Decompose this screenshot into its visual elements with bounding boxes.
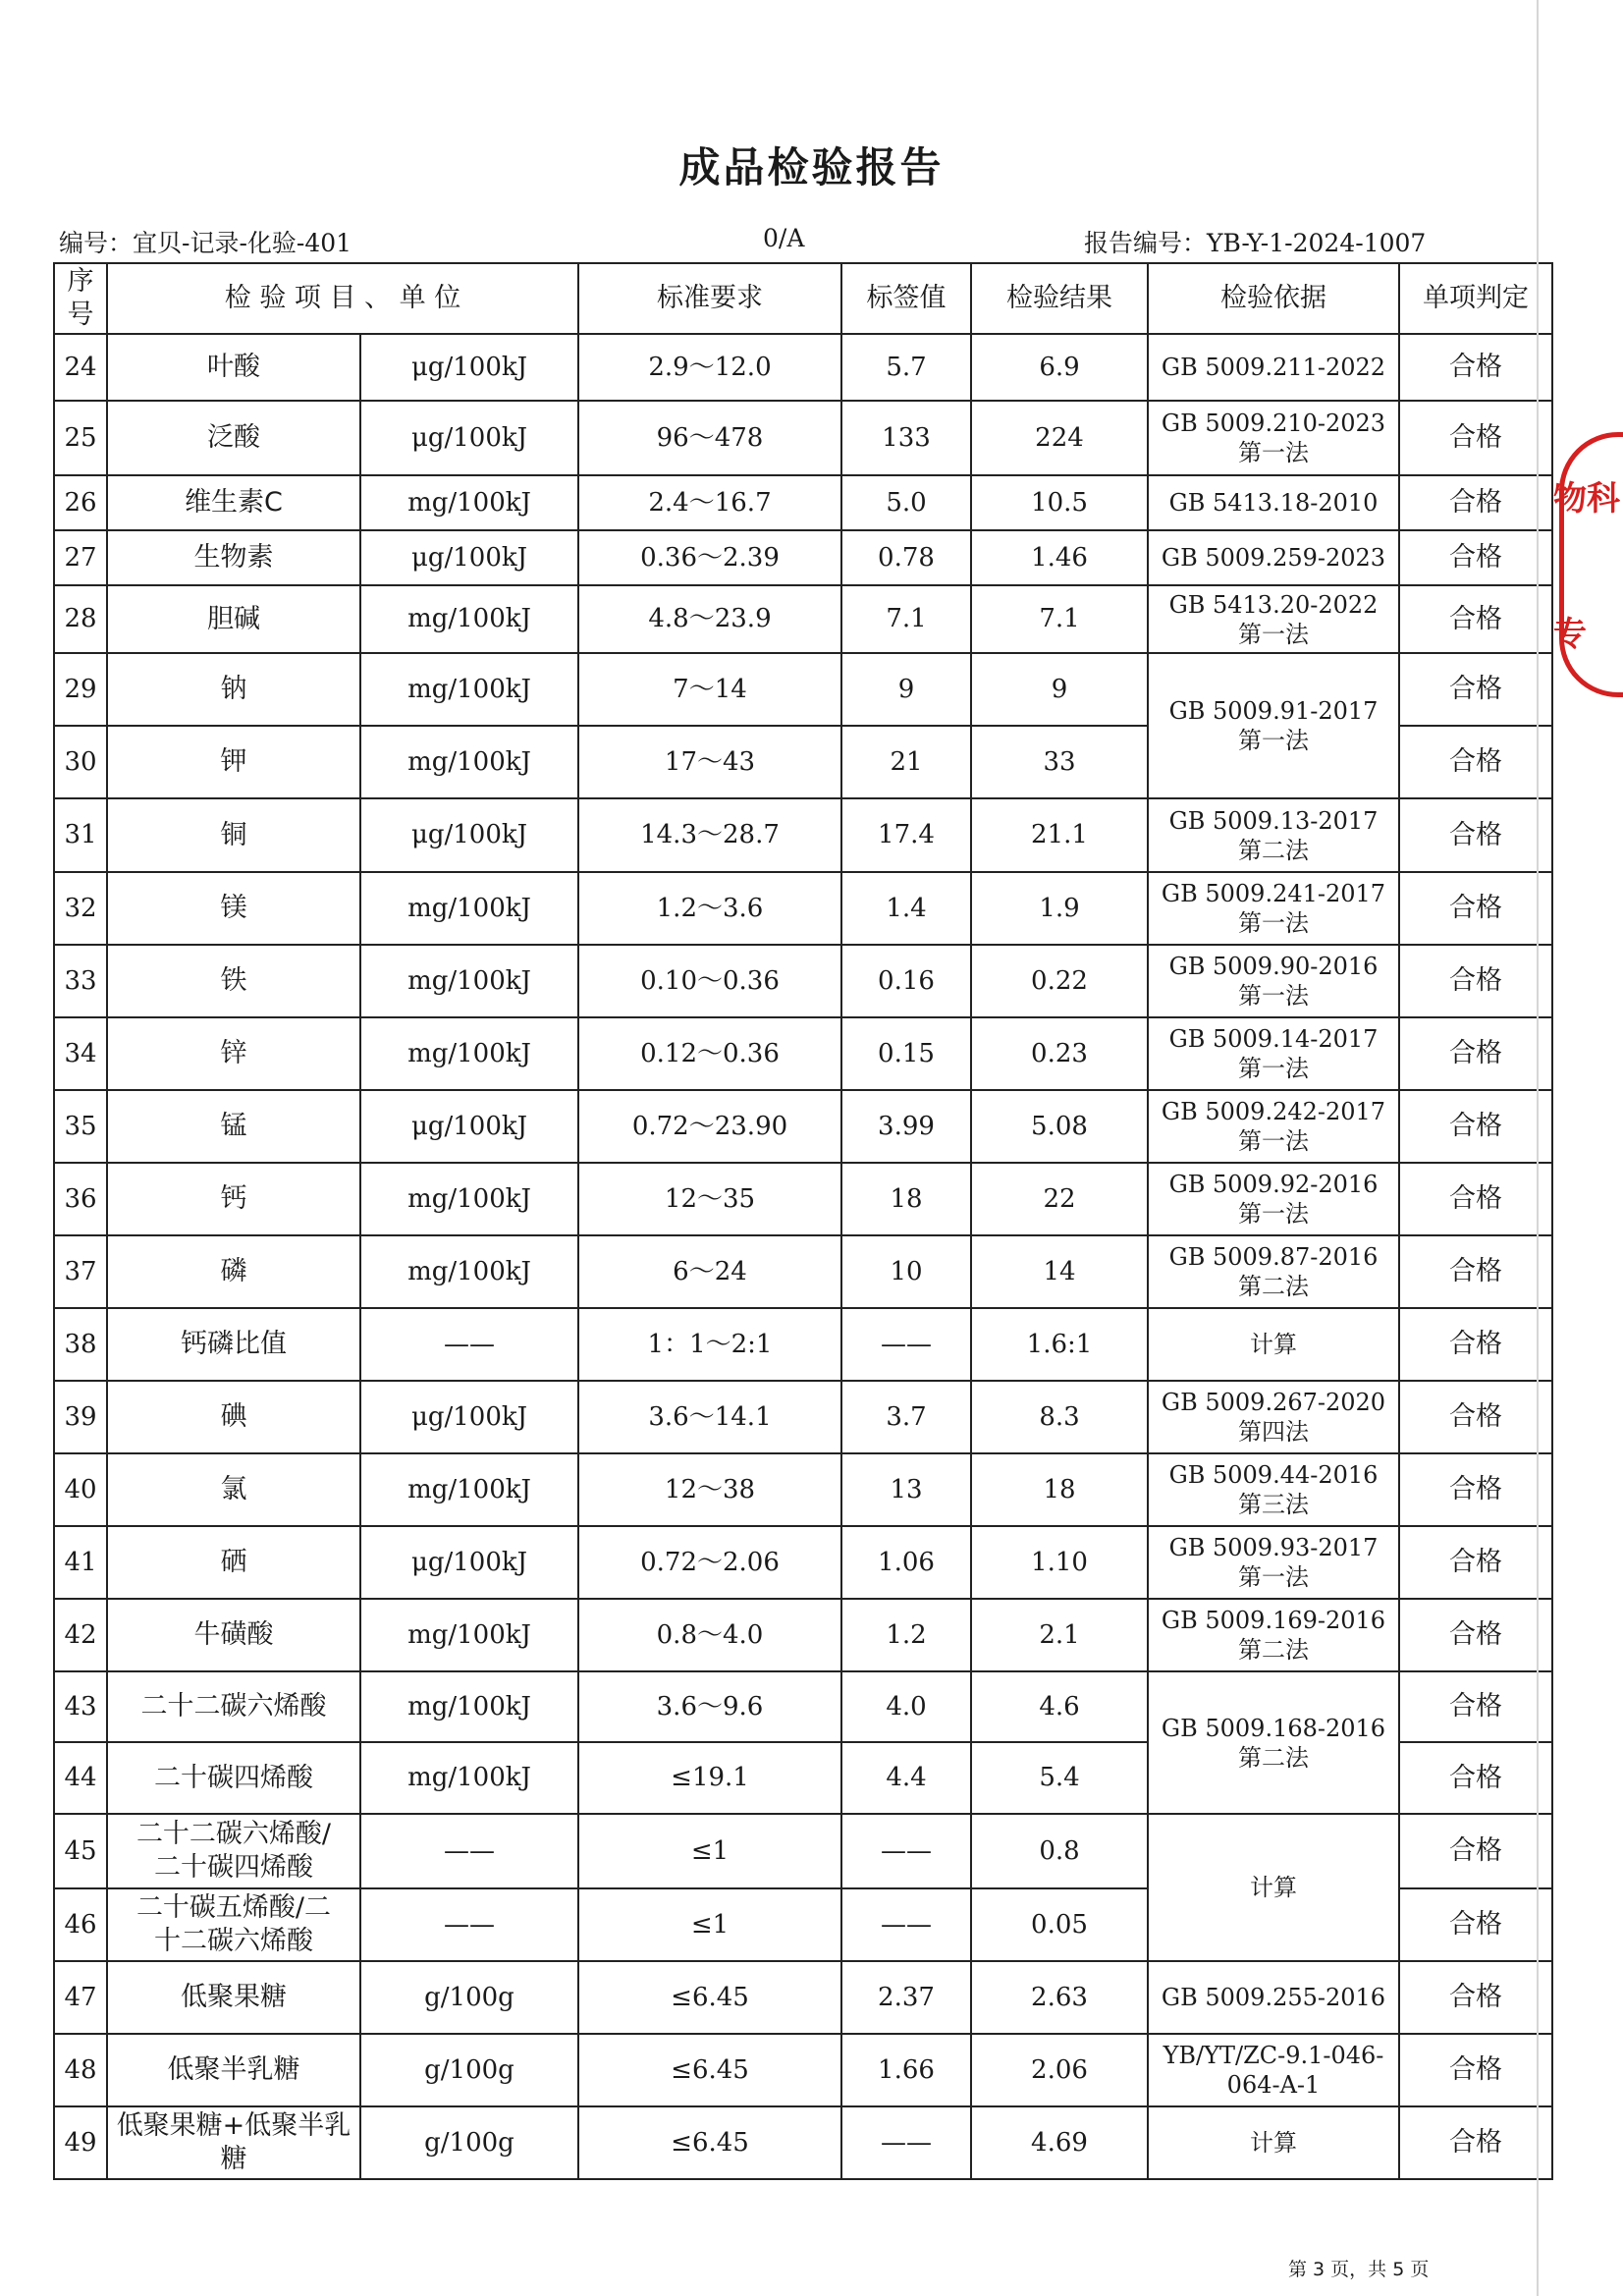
result-cell: 7.1 <box>971 585 1148 653</box>
standard-cell: 0.72～23.90 <box>578 1090 841 1163</box>
label-value-cell: 4.4 <box>841 1742 971 1814</box>
version-code: 0/A <box>763 224 805 252</box>
table-row <box>54 2034 1552 2106</box>
label-value-cell: 0.16 <box>841 945 971 1017</box>
result-cell: 0.23 <box>971 1017 1148 1090</box>
table-row <box>54 1163 1552 1235</box>
seq-cell: 37 <box>54 1235 107 1308</box>
result-cell: 9 <box>971 653 1148 726</box>
table-row <box>54 945 1552 1017</box>
basis-cell: GB 5009.13-2017 第二法 <box>1148 798 1399 872</box>
seq-cell: 39 <box>54 1381 107 1453</box>
col-seq: 序号 <box>54 263 107 334</box>
standard-cell: ≤1 <box>578 1888 841 1961</box>
item-cell: 牛磺酸 <box>107 1599 360 1671</box>
unit-cell: μg/100kJ <box>360 401 578 475</box>
seq-cell: 42 <box>54 1599 107 1671</box>
item-cell: 铁 <box>107 945 360 1017</box>
seq-cell: 34 <box>54 1017 107 1090</box>
standard-cell: 0.10～0.36 <box>578 945 841 1017</box>
result-cell: 1.6:1 <box>971 1308 1148 1381</box>
basis-cell: GB 5009.87-2016 第二法 <box>1148 1235 1399 1308</box>
table-row <box>54 1235 1552 1308</box>
result-cell: 10.5 <box>971 475 1148 530</box>
item-cell: 钙 <box>107 1163 360 1235</box>
basis-cell: GB 5009.44-2016 第三法 <box>1148 1453 1399 1526</box>
unit-cell: mg/100kJ <box>360 1671 578 1742</box>
table-row <box>54 1671 1552 1742</box>
seq-cell: 29 <box>54 653 107 726</box>
verdict-cell: 合格 <box>1399 1163 1552 1235</box>
item-cell: 二十碳四烯酸 <box>107 1742 360 1814</box>
item-cell: 二十二碳六烯酸/ 二十碳四烯酸 <box>107 1814 360 1888</box>
verdict-cell: 合格 <box>1399 1381 1552 1453</box>
seq-cell: 30 <box>54 726 107 798</box>
seq-cell: 43 <box>54 1671 107 1742</box>
result-cell: 14 <box>971 1235 1148 1308</box>
table-row <box>54 585 1552 653</box>
label-value-cell: 18 <box>841 1163 971 1235</box>
basis-cell: GB 5009.93-2017 第一法 <box>1148 1526 1399 1599</box>
unit-cell: mg/100kJ <box>360 585 578 653</box>
report-title: 成品检验报告 <box>678 143 945 191</box>
standard-cell: 2.9～12.0 <box>578 334 841 401</box>
basis-cell: 计算 <box>1148 2106 1399 2179</box>
basis-cell: GB 5009.168-2016 第二法 <box>1148 1671 1399 1814</box>
unit-cell: μg/100kJ <box>360 798 578 872</box>
standard-cell: 12～35 <box>578 1163 841 1235</box>
page-footer: 第 3 页，共 5 页 <box>1288 2259 1430 2280</box>
seq-cell: 49 <box>54 2106 107 2179</box>
table-header-row <box>54 263 1552 334</box>
basis-cell: GB 5009.242-2017 第一法 <box>1148 1090 1399 1163</box>
item-cell: 胆碱 <box>107 585 360 653</box>
seq-cell: 33 <box>54 945 107 1017</box>
unit-cell: mg/100kJ <box>360 872 578 945</box>
result-cell: 1.9 <box>971 872 1148 945</box>
table-row <box>54 1308 1552 1381</box>
label-value-cell: 21 <box>841 726 971 798</box>
standard-cell: 2.4～16.7 <box>578 475 841 530</box>
item-cell: 硒 <box>107 1526 360 1599</box>
standard-cell: 7～14 <box>578 653 841 726</box>
basis-cell: GB 5413.20-2022 第一法 <box>1148 585 1399 653</box>
seq-cell: 47 <box>54 1961 107 2034</box>
standard-cell: 3.6～9.6 <box>578 1671 841 1742</box>
label-value-cell: 1.4 <box>841 872 971 945</box>
seal-text-top: 物科 <box>1553 479 1620 519</box>
seq-cell: 26 <box>54 475 107 530</box>
seq-cell: 41 <box>54 1526 107 1599</box>
verdict-cell: 合格 <box>1399 653 1552 726</box>
verdict-cell: 合格 <box>1399 1671 1552 1742</box>
verdict-cell: 合格 <box>1399 1599 1552 1671</box>
label-value-cell: 4.0 <box>841 1671 971 1742</box>
seq-cell: 24 <box>54 334 107 401</box>
item-cell: 二十二碳六烯酸 <box>107 1671 360 1742</box>
basis-cell: GB 5009.90-2016 第一法 <box>1148 945 1399 1017</box>
result-cell: 1.46 <box>971 530 1148 585</box>
standard-cell: ≤6.45 <box>578 1961 841 2034</box>
seq-cell: 40 <box>54 1453 107 1526</box>
verdict-cell: 合格 <box>1399 1308 1552 1381</box>
label-value-cell: 1.66 <box>841 2034 971 2106</box>
table-row <box>54 475 1552 530</box>
seq-cell: 28 <box>54 585 107 653</box>
seq-cell: 25 <box>54 401 107 475</box>
result-cell: 0.05 <box>971 1888 1148 1961</box>
seq-cell: 45 <box>54 1814 107 1888</box>
unit-cell: mg/100kJ <box>360 653 578 726</box>
standard-cell: ≤19.1 <box>578 1742 841 1814</box>
basis-cell: GB 5009.210-2023 第一法 <box>1148 401 1399 475</box>
basis-cell: GB 5009.259-2023 <box>1148 530 1399 585</box>
verdict-cell: 合格 <box>1399 726 1552 798</box>
seq-cell: 44 <box>54 1742 107 1814</box>
standard-cell: ≤6.45 <box>578 2034 841 2106</box>
label-value-cell: 1.2 <box>841 1599 971 1671</box>
result-cell: 5.08 <box>971 1090 1148 1163</box>
col-label: 标签值 <box>841 263 971 334</box>
unit-cell: mg/100kJ <box>360 1235 578 1308</box>
result-cell: 2.06 <box>971 2034 1148 2106</box>
unit-cell: μg/100kJ <box>360 334 578 401</box>
standard-cell: 0.36～2.39 <box>578 530 841 585</box>
table-row <box>54 872 1552 945</box>
result-cell: 1.10 <box>971 1526 1148 1599</box>
result-cell: 21.1 <box>971 798 1148 872</box>
table-row <box>54 798 1552 872</box>
verdict-cell: 合格 <box>1399 334 1552 401</box>
seq-cell: 46 <box>54 1888 107 1961</box>
col-standard: 标准要求 <box>578 263 841 334</box>
result-cell: 8.3 <box>971 1381 1148 1453</box>
item-cell: 铜 <box>107 798 360 872</box>
verdict-cell: 合格 <box>1399 401 1552 475</box>
basis-cell: GB 5009.92-2016 第一法 <box>1148 1163 1399 1235</box>
item-cell: 锰 <box>107 1090 360 1163</box>
unit-cell: —— <box>360 1888 578 1961</box>
unit-cell: μg/100kJ <box>360 1381 578 1453</box>
standard-cell: 1.2～3.6 <box>578 872 841 945</box>
unit-cell: μg/100kJ <box>360 530 578 585</box>
standard-cell: 6～24 <box>578 1235 841 1308</box>
table-row <box>54 334 1552 401</box>
standard-cell: 0.12～0.36 <box>578 1017 841 1090</box>
table-row <box>54 1090 1552 1163</box>
label-value-cell: 5.7 <box>841 334 971 401</box>
label-value-cell: 0.15 <box>841 1017 971 1090</box>
seal-text-bottom: 专 <box>1553 615 1587 654</box>
item-cell: 叶酸 <box>107 334 360 401</box>
label-value-cell: —— <box>841 2106 971 2179</box>
standard-cell: 0.8～4.0 <box>578 1599 841 1671</box>
item-cell: 钾 <box>107 726 360 798</box>
table-row <box>54 1961 1552 2034</box>
result-cell: 6.9 <box>971 334 1148 401</box>
seq-cell: 36 <box>54 1163 107 1235</box>
label-value-cell: 2.37 <box>841 1961 971 2034</box>
table-row <box>54 1381 1552 1453</box>
col-item-unit: 检 验 项 目 、 单 位 <box>107 263 578 334</box>
label-value-cell: 7.1 <box>841 585 971 653</box>
basis-cell: GB 5009.91-2017 第一法 <box>1148 653 1399 798</box>
verdict-cell: 合格 <box>1399 585 1552 653</box>
basis-cell: GB 5009.211-2022 <box>1148 334 1399 401</box>
label-value-cell: 13 <box>841 1453 971 1526</box>
page-edge-line <box>1537 0 1539 2296</box>
result-cell: 0.8 <box>971 1814 1148 1888</box>
unit-cell: μg/100kJ <box>360 1090 578 1163</box>
item-cell: 钙磷比值 <box>107 1308 360 1381</box>
standard-cell: 4.8～23.9 <box>578 585 841 653</box>
item-cell: 磷 <box>107 1235 360 1308</box>
label-value-cell: —— <box>841 1308 971 1381</box>
standard-cell: 14.3～28.7 <box>578 798 841 872</box>
item-cell: 锌 <box>107 1017 360 1090</box>
unit-cell: mg/100kJ <box>360 945 578 1017</box>
unit-cell: mg/100kJ <box>360 1163 578 1235</box>
verdict-cell: 合格 <box>1399 1888 1552 1961</box>
item-cell: 生物素 <box>107 530 360 585</box>
label-value-cell: 3.99 <box>841 1090 971 1163</box>
item-cell: 碘 <box>107 1381 360 1453</box>
verdict-cell: 合格 <box>1399 530 1552 585</box>
inspection-table <box>53 262 1553 2180</box>
col-basis: 检验依据 <box>1148 263 1399 334</box>
standard-cell: 12～38 <box>578 1453 841 1526</box>
col-verdict: 单项判定 <box>1399 263 1552 334</box>
seq-cell: 48 <box>54 2034 107 2106</box>
unit-cell: μg/100kJ <box>360 1526 578 1599</box>
standard-cell: 96～478 <box>578 401 841 475</box>
verdict-cell: 合格 <box>1399 1090 1552 1163</box>
standard-cell: 3.6～14.1 <box>578 1381 841 1453</box>
seq-cell: 35 <box>54 1090 107 1163</box>
item-cell: 维生素C <box>107 475 360 530</box>
verdict-cell: 合格 <box>1399 945 1552 1017</box>
verdict-cell: 合格 <box>1399 1453 1552 1526</box>
verdict-cell: 合格 <box>1399 475 1552 530</box>
standard-cell: 17～43 <box>578 726 841 798</box>
seq-cell: 27 <box>54 530 107 585</box>
table-row <box>54 1453 1552 1526</box>
unit-cell: mg/100kJ <box>360 726 578 798</box>
standard-cell: 0.72～2.06 <box>578 1526 841 1599</box>
item-cell: 低聚半乳糖 <box>107 2034 360 2106</box>
record-number: 编号：宜贝-记录-化验-401 <box>59 229 352 257</box>
item-cell: 低聚果糖+低聚半乳 糖 <box>107 2106 360 2179</box>
table-row <box>54 2106 1552 2179</box>
unit-cell: mg/100kJ <box>360 475 578 530</box>
unit-cell: g/100g <box>360 2106 578 2179</box>
label-value-cell: 10 <box>841 1235 971 1308</box>
report-number: 报告编号：YB-Y-1-2024-1007 <box>1084 229 1427 257</box>
col-result: 检验结果 <box>971 263 1148 334</box>
result-cell: 22 <box>971 1163 1148 1235</box>
basis-cell: GB 5009.267-2020 第四法 <box>1148 1381 1399 1453</box>
table-row <box>54 530 1552 585</box>
table-row <box>54 1599 1552 1671</box>
verdict-cell: 合格 <box>1399 2106 1552 2179</box>
verdict-cell: 合格 <box>1399 1961 1552 2034</box>
verdict-cell: 合格 <box>1399 2034 1552 2106</box>
item-cell: 氯 <box>107 1453 360 1526</box>
seq-cell: 31 <box>54 798 107 872</box>
table-row <box>54 1526 1552 1599</box>
item-cell: 二十碳五烯酸/二 十二碳六烯酸 <box>107 1888 360 1961</box>
basis-cell: GB 5009.14-2017 第一法 <box>1148 1017 1399 1090</box>
table-row <box>54 1017 1552 1090</box>
verdict-cell: 合格 <box>1399 1742 1552 1814</box>
label-value-cell: —— <box>841 1814 971 1888</box>
unit-cell: mg/100kJ <box>360 1017 578 1090</box>
basis-cell: GB 5009.255-2016 <box>1148 1961 1399 2034</box>
verdict-cell: 合格 <box>1399 872 1552 945</box>
verdict-cell: 合格 <box>1399 1814 1552 1888</box>
basis-cell: GB 5009.169-2016 第二法 <box>1148 1599 1399 1671</box>
item-cell: 低聚果糖 <box>107 1961 360 2034</box>
result-cell: 18 <box>971 1453 1148 1526</box>
label-value-cell: 0.78 <box>841 530 971 585</box>
table-row <box>54 1814 1552 1888</box>
verdict-cell: 合格 <box>1399 798 1552 872</box>
label-value-cell: 5.0 <box>841 475 971 530</box>
result-cell: 33 <box>971 726 1148 798</box>
basis-cell: GB 5413.18-2010 <box>1148 475 1399 530</box>
item-cell: 泛酸 <box>107 401 360 475</box>
basis-cell: 计算 <box>1148 1308 1399 1381</box>
verdict-cell: 合格 <box>1399 1526 1552 1599</box>
table-row <box>54 653 1552 726</box>
result-cell: 4.6 <box>971 1671 1148 1742</box>
unit-cell: —— <box>360 1814 578 1888</box>
standard-cell: 1：1～2:1 <box>578 1308 841 1381</box>
unit-cell: mg/100kJ <box>360 1742 578 1814</box>
standard-cell: ≤1 <box>578 1814 841 1888</box>
label-value-cell: 17.4 <box>841 798 971 872</box>
label-value-cell: 133 <box>841 401 971 475</box>
label-value-cell: 3.7 <box>841 1381 971 1453</box>
unit-cell: mg/100kJ <box>360 1599 578 1671</box>
seq-cell: 32 <box>54 872 107 945</box>
table-row <box>54 401 1552 475</box>
result-cell: 224 <box>971 401 1148 475</box>
result-cell: 2.63 <box>971 1961 1148 2034</box>
unit-cell: g/100g <box>360 1961 578 2034</box>
unit-cell: g/100g <box>360 2034 578 2106</box>
label-value-cell: —— <box>841 1888 971 1961</box>
verdict-cell: 合格 <box>1399 1017 1552 1090</box>
item-cell: 镁 <box>107 872 360 945</box>
result-cell: 2.1 <box>971 1599 1148 1671</box>
verdict-cell: 合格 <box>1399 1235 1552 1308</box>
unit-cell: —— <box>360 1308 578 1381</box>
basis-cell: GB 5009.241-2017 第一法 <box>1148 872 1399 945</box>
result-cell: 4.69 <box>971 2106 1148 2179</box>
label-value-cell: 1.06 <box>841 1526 971 1599</box>
basis-cell: 计算 <box>1148 1814 1399 1961</box>
unit-cell: mg/100kJ <box>360 1453 578 1526</box>
label-value-cell: 9 <box>841 653 971 726</box>
result-cell: 0.22 <box>971 945 1148 1017</box>
seq-cell: 38 <box>54 1308 107 1381</box>
basis-cell: YB/YT/ZC-9.1-046- 064-A-1 <box>1148 2034 1399 2106</box>
item-cell: 钠 <box>107 653 360 726</box>
result-cell: 5.4 <box>971 1742 1148 1814</box>
standard-cell: ≤6.45 <box>578 2106 841 2179</box>
